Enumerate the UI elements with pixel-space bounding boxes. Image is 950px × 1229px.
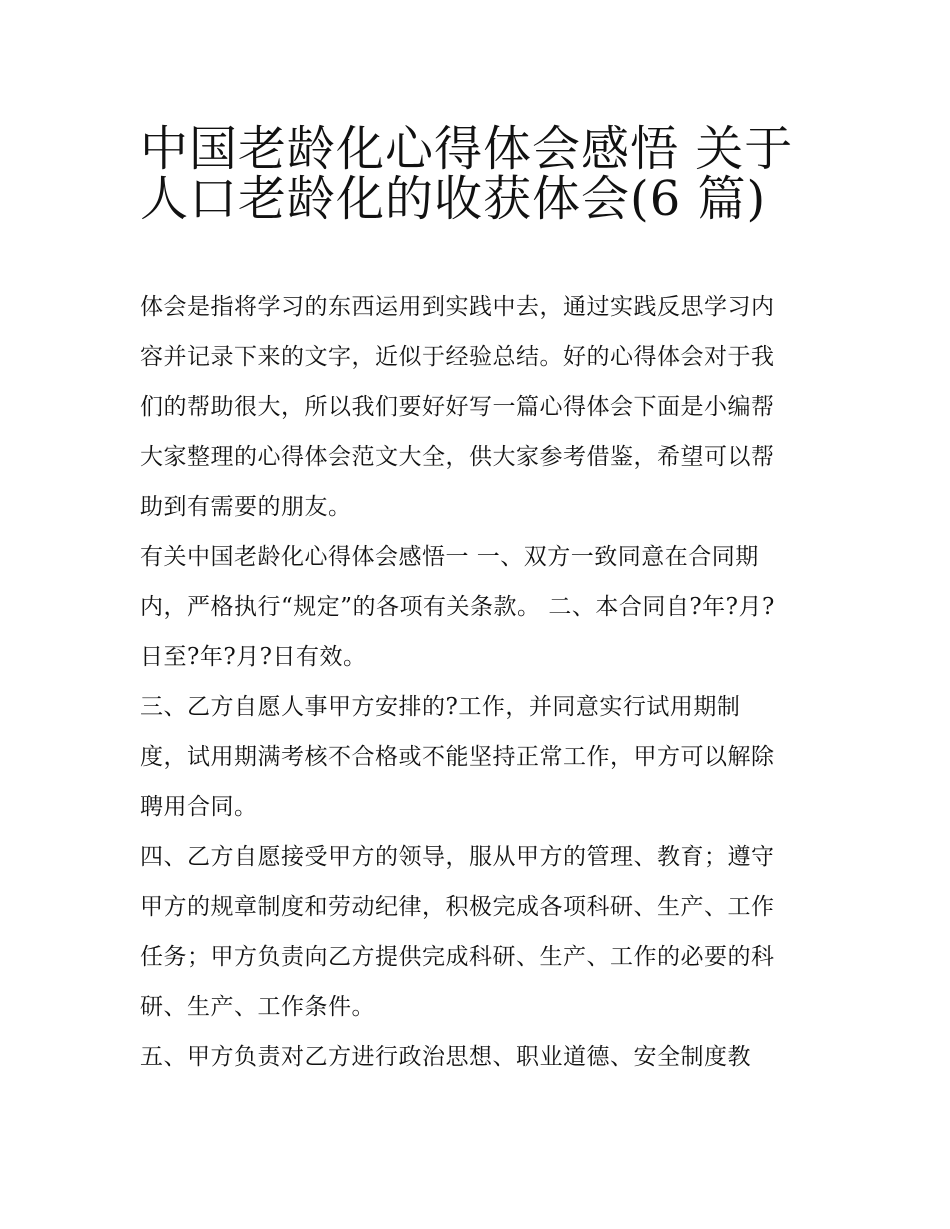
text-line: 容并记录下来的文字，近似于经验总结。好的心得体会对于我 [140,344,775,370]
text-line: 大家整理的心得体会范文大全，供大家参考借鉴，希望可以帮 [140,444,775,470]
text-line: 日至?年?月?日有效。 [140,644,367,670]
text-line: 任务；甲方负责向乙方提供完成科研、生产、工作的必要的科 [140,944,775,970]
text-line: 四、乙方自愿接受甲方的领导，服从甲方的管理、教育；遵守 [140,844,775,870]
text-line: 内，严格执行“规定”的各项有关条款。 二、本合同自?年?月? [140,594,775,620]
document-body [140,282,820,1082]
text-line: 助到有需要的朋友。 [140,494,352,520]
document-title [140,112,820,227]
paragraph-clause-4 [140,832,820,1032]
text-line: 甲方的规章制度和劳动纪律，积极完成各项科研、生产、工作 [140,894,775,920]
paragraph-clause-5 [140,1032,820,1082]
title-line: 人口老龄化的收获体会(6 篇) [140,171,767,227]
text-line: 聘用合同。 [140,794,258,820]
paragraph-clause-3 [140,682,820,832]
text-line: 研、生产、工作条件。 [140,994,375,1020]
text-line: 有关中国老龄化心得体会感悟一 一、双方一致同意在合同期 [140,544,759,570]
text-line: 度，试用期满考核不合格或不能坚持正常工作，甲方可以解除 [140,744,775,770]
paragraph-intro [140,282,820,532]
text-line: 三、乙方自愿人事甲方安排的?工作，并同意实行试用期制 [140,694,741,720]
paragraph-clause-1-2 [140,532,820,682]
text-line: 们的帮助很大，所以我们要好好写一篇心得体会下面是小编帮 [140,394,775,420]
text-line: 五、甲方负责对乙方进行政治思想、职业道德、安全制度教 [140,1044,751,1070]
title-line: 中国老龄化心得体会感悟 关于 [140,121,794,177]
text-line: 体会是指将学习的东西运用到实践中去，通过实践反思学习内 [140,294,775,320]
